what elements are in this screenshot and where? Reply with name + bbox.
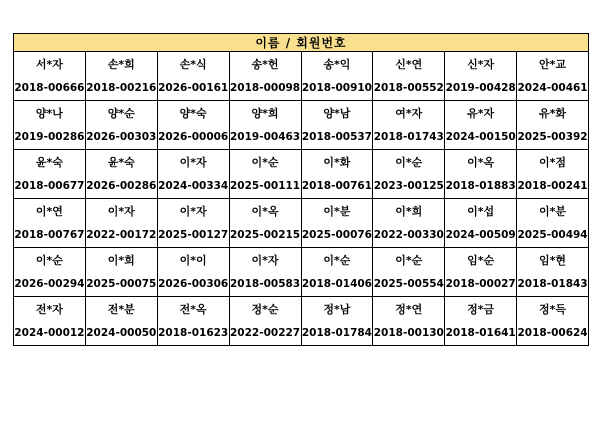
member-name-cell: 이*자 xyxy=(157,150,229,175)
member-name-cell: 이*이 xyxy=(157,248,229,273)
member-name-cell: 손*식 xyxy=(157,52,229,77)
member-id-cell: 2019-00428 xyxy=(445,76,517,101)
member-id-cell: 2018-00241 xyxy=(517,174,589,199)
member-id-cell: 2026-00286 xyxy=(85,174,157,199)
member-id-cell: 2018-00552 xyxy=(373,76,445,101)
member-id-cell: 2026-00294 xyxy=(14,272,86,297)
member-id-cell: 2018-00027 xyxy=(445,272,517,297)
member-name-cell: 정*순 xyxy=(229,297,301,322)
member-id-cell: 2024-00012 xyxy=(14,321,86,346)
member-id-cell: 2026-00303 xyxy=(85,125,157,150)
member-id-cell: 2026-00161 xyxy=(157,76,229,101)
member-id-cell: 2018-00624 xyxy=(517,321,589,346)
member-id-cell: 2018-00583 xyxy=(229,272,301,297)
member-id-cell: 2018-00537 xyxy=(301,125,373,150)
name-row xyxy=(14,101,589,126)
member-name-cell: 이*자 xyxy=(229,248,301,273)
member-id-cell: 2024-00334 xyxy=(157,174,229,199)
member-id-cell: 2024-00150 xyxy=(445,125,517,150)
member-name-cell: 유*화 xyxy=(517,101,589,126)
id-row xyxy=(14,223,589,248)
member-name-cell: 이*분 xyxy=(517,199,589,224)
member-id-cell: 2024-00461 xyxy=(517,76,589,101)
member-name-cell: 양*희 xyxy=(229,101,301,126)
member-name-cell: 안*교 xyxy=(517,52,589,77)
member-name-cell: 송*헌 xyxy=(229,52,301,77)
member-table xyxy=(13,33,589,346)
member-id-cell: 2026-00006 xyxy=(157,125,229,150)
member-id-cell: 2025-00215 xyxy=(229,223,301,248)
id-row xyxy=(14,76,589,101)
name-row xyxy=(14,248,589,273)
member-name-cell: 전*분 xyxy=(85,297,157,322)
member-id-cell: 2024-00050 xyxy=(85,321,157,346)
id-row xyxy=(14,272,589,297)
member-name-cell: 임*현 xyxy=(517,248,589,273)
member-id-cell: 2018-00767 xyxy=(14,223,86,248)
member-id-cell: 2018-00130 xyxy=(373,321,445,346)
member-id-cell: 2018-01784 xyxy=(301,321,373,346)
member-id-cell: 2018-00098 xyxy=(229,76,301,101)
member-name-cell: 양*나 xyxy=(14,101,86,126)
member-id-cell: 2018-00216 xyxy=(85,76,157,101)
member-sheet xyxy=(13,33,589,346)
member-id-cell: 2018-00910 xyxy=(301,76,373,101)
name-row xyxy=(14,297,589,322)
member-name-cell: 양*숙 xyxy=(157,101,229,126)
member-name-cell: 이*순 xyxy=(14,248,86,273)
member-name-cell: 이*순 xyxy=(373,248,445,273)
member-id-cell: 2024-00509 xyxy=(445,223,517,248)
member-name-cell: 이*화 xyxy=(301,150,373,175)
member-id-cell: 2025-00127 xyxy=(157,223,229,248)
id-row xyxy=(14,174,589,199)
member-name-cell: 송*익 xyxy=(301,52,373,77)
member-name-cell: 전*자 xyxy=(14,297,86,322)
member-id-cell: 2025-00554 xyxy=(373,272,445,297)
member-id-cell: 2018-01406 xyxy=(301,272,373,297)
member-id-cell: 2018-01623 xyxy=(157,321,229,346)
member-id-cell: 2018-00677 xyxy=(14,174,86,199)
member-id-cell: 2018-01883 xyxy=(445,174,517,199)
member-name-cell: 윤*숙 xyxy=(14,150,86,175)
member-name-cell: 윤*숙 xyxy=(85,150,157,175)
member-name-cell: 정*연 xyxy=(373,297,445,322)
member-id-cell: 2025-00111 xyxy=(229,174,301,199)
member-name-cell: 임*순 xyxy=(445,248,517,273)
id-row xyxy=(14,125,589,150)
member-name-cell: 정*득 xyxy=(517,297,589,322)
member-name-cell: 이*섭 xyxy=(445,199,517,224)
member-id-cell: 2019-00286 xyxy=(14,125,86,150)
member-id-cell: 2018-01641 xyxy=(445,321,517,346)
member-id-cell: 2025-00075 xyxy=(85,272,157,297)
member-id-cell: 2018-00761 xyxy=(301,174,373,199)
member-name-cell: 이*순 xyxy=(229,150,301,175)
member-name-cell: 정*금 xyxy=(445,297,517,322)
name-row xyxy=(14,52,589,77)
member-id-cell: 2022-00330 xyxy=(373,223,445,248)
member-id-cell: 2019-00463 xyxy=(229,125,301,150)
member-name-cell: 양*순 xyxy=(85,101,157,126)
member-name-cell: 이*점 xyxy=(517,150,589,175)
member-id-cell: 2022-00227 xyxy=(229,321,301,346)
member-name-cell: 서*자 xyxy=(14,52,86,77)
member-id-cell: 2018-01743 xyxy=(373,125,445,150)
member-name-cell: 이*연 xyxy=(14,199,86,224)
header-title: 이름 / 회원번호 xyxy=(14,34,589,52)
member-name-cell: 여*자 xyxy=(373,101,445,126)
member-name-cell: 이*자 xyxy=(85,199,157,224)
member-id-cell: 2018-01843 xyxy=(517,272,589,297)
member-name-cell: 이*자 xyxy=(157,199,229,224)
member-id-cell: 2022-00172 xyxy=(85,223,157,248)
member-name-cell: 신*연 xyxy=(373,52,445,77)
member-name-cell: 이*희 xyxy=(373,199,445,224)
id-row xyxy=(14,321,589,346)
member-name-cell: 이*순 xyxy=(301,248,373,273)
member-id-cell: 2023-00125 xyxy=(373,174,445,199)
name-row xyxy=(14,150,589,175)
member-name-cell: 전*옥 xyxy=(157,297,229,322)
member-name-cell: 손*희 xyxy=(85,52,157,77)
member-name-cell: 이*희 xyxy=(85,248,157,273)
member-name-cell: 신*자 xyxy=(445,52,517,77)
member-name-cell: 이*순 xyxy=(373,150,445,175)
name-row xyxy=(14,199,589,224)
member-id-cell: 2025-00392 xyxy=(517,125,589,150)
member-name-cell: 이*옥 xyxy=(229,199,301,224)
member-name-cell: 양*남 xyxy=(301,101,373,126)
member-name-cell: 정*남 xyxy=(301,297,373,322)
member-id-cell: 2025-00494 xyxy=(517,223,589,248)
member-name-cell: 유*자 xyxy=(445,101,517,126)
member-id-cell: 2018-00666 xyxy=(14,76,86,101)
member-id-cell: 2026-00306 xyxy=(157,272,229,297)
member-name-cell: 이*옥 xyxy=(445,150,517,175)
member-id-cell: 2025-00076 xyxy=(301,223,373,248)
member-name-cell: 이*분 xyxy=(301,199,373,224)
header-row xyxy=(14,34,589,52)
